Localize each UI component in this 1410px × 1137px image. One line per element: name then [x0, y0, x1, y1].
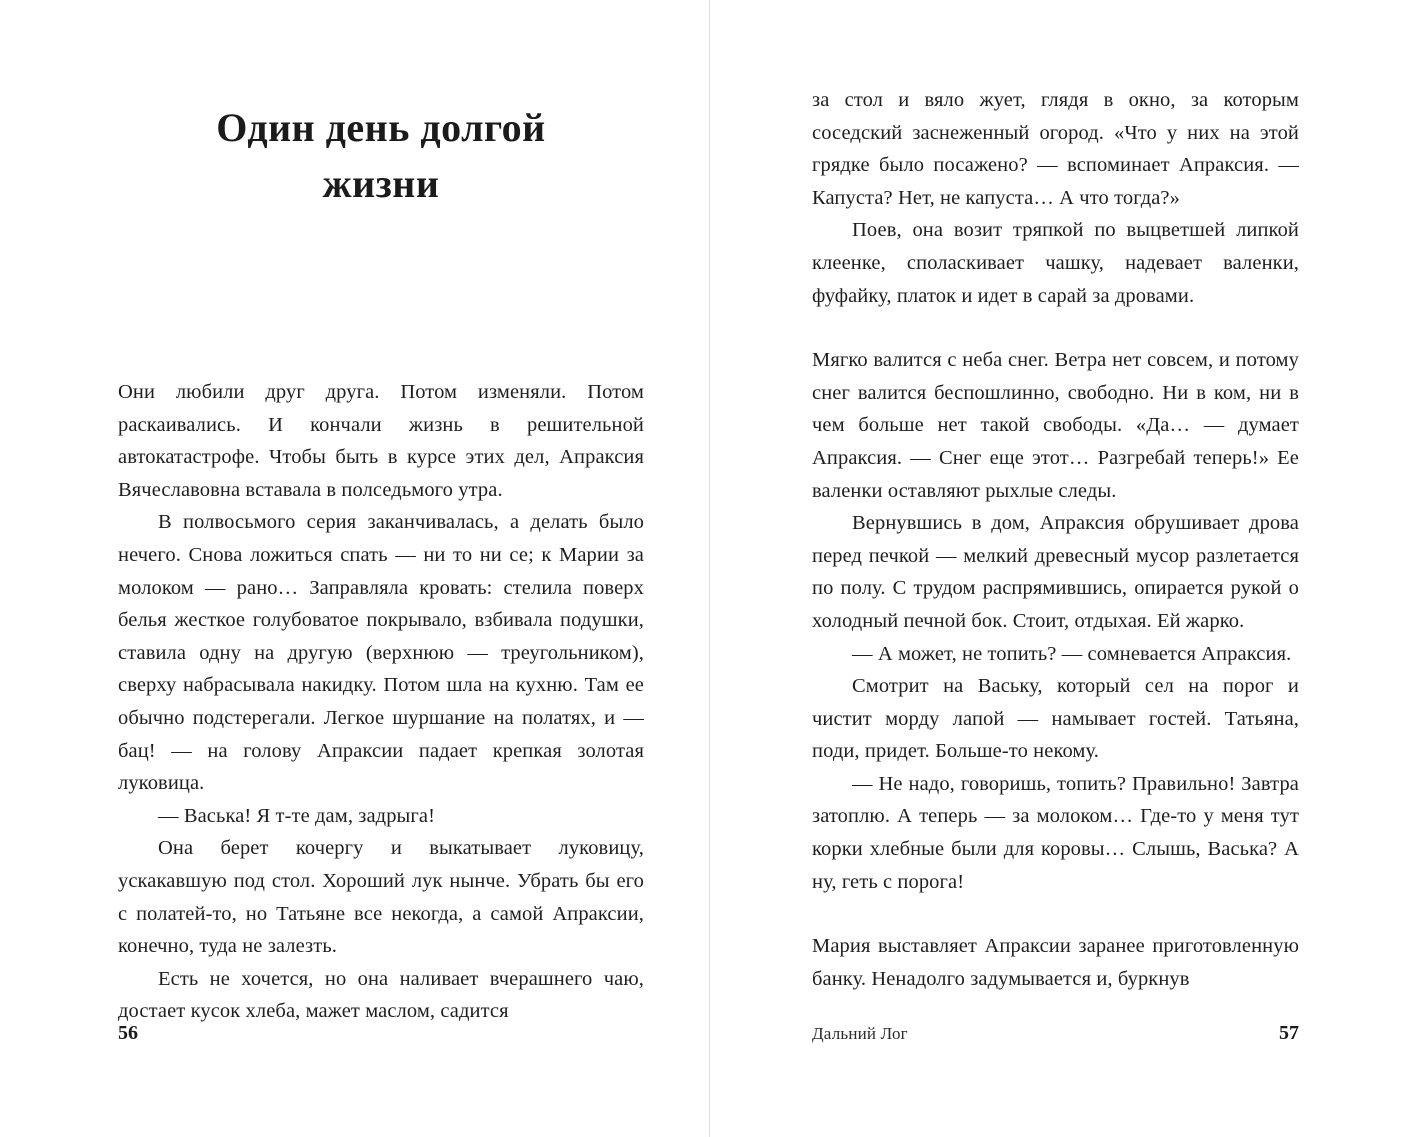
paragraph: за стол и вяло жует, глядя в окно, за которым соседский заснеженный огород. «Что у них на этой грядке было посажено? — вспоминает Апраксия. — Капуста? Нет, не капуста… А что тогда?»	[812, 89, 1299, 209]
page-number-left: 56	[118, 1022, 138, 1044]
right-page-body	[812, 84, 1299, 995]
paragraph: Они любили друг друга. Потом изменяли. Потом раскаивались. И кончали жизнь в решительной автокатастрофе. Чтобы быть в курсе этих дел, Апраксия Вячеславовна вставала в полседьмого утра.	[118, 381, 644, 501]
left-page-footer	[118, 1022, 644, 1045]
left-page-body	[118, 376, 644, 1028]
right-page-footer	[812, 1022, 1299, 1045]
paragraph: Есть не хочется, но она наливает вчерашнего чаю, достает кусок хлеба, мажет маслом, садится	[118, 967, 644, 1023]
paragraph: — Не надо, говоришь, топить? Правильно! Завтра затоплю. А теперь — за молоком… Где-то у меня тут корки хлебные были для коровы… Слышь, Васька? А ну, геть с порога!	[812, 772, 1299, 893]
chapter-title-line-1: Один день долгой	[216, 105, 546, 150]
chapter-title-line-2: жизни	[322, 161, 440, 206]
paragraph: В полвосьмого серия заканчивалась, а делать было нечего. Снова ложиться спать — ни то ни се; к Марии за молоком — рано… Заправляла кровать: стелила поверх белья жесткое голубоватое покрывало, взбивала подушки, ставила одну на другую (верхнюю — треугольником), сверху набрасывала накидку. Потом шла на кухню. Там ее обычно подстерегали. Легкое шуршание на полатях, и — бац! — на голову Апраксии падает крепкая золотая луковица.	[118, 511, 644, 795]
left-page	[118, 0, 644, 1137]
page-number-right: 57	[1279, 1022, 1299, 1044]
paragraph: Вернувшись в дом, Апраксия обрушивает дрова перед печкой — мелкий древесный мусор разлетается по полу. С трудом распрямившись, опирается рукой о холодный печной бок. Стоит, отдыхая. Ей жарко.	[812, 512, 1299, 632]
paragraph: Смотрит на Ваську, который сел на порог и чистит морду лапой — намывает гостей. Татьяна, поди, придет. Больше-то некому.	[812, 675, 1299, 763]
paragraph: — Васька! Я т-те дам, задрыга!	[158, 804, 436, 827]
paragraph: — А может, не топить? — сомневается Апраксия.	[852, 642, 1292, 665]
paragraph: Мария выставляет Апраксии заранее приготовленную банку. Ненадолго задумывается и, буркнув	[812, 935, 1299, 990]
right-page	[812, 0, 1299, 1137]
paragraph: Поев, она возит тряпкой по выцветшей липкой клеенке, споласкивает чашку, надевает валенки, фуфайку, платок и идет в сарай за дровами.	[812, 219, 1299, 307]
paragraph: Она берет кочергу и выкатывает луковицу, ускакавшую под стол. Хороший лук нынче. Убрать бы его с полатей-то, но Татьяне все некогда, а самой Апраксии, конечно, туда не залезть.	[118, 837, 644, 958]
paragraph: Мягко валится с неба снег. Ветра нет совсем, и потому снег валится беспошлинно, свободно. Ни в ком, ни в чем больше нет такой свободы. «Да… — думает Апраксия. — Снег еще этот… Разгребай теперь!» Ее валенки оставляют рыхлые следы.	[812, 349, 1299, 502]
chapter-title	[118, 100, 644, 212]
running-title: Дальний Лог	[812, 1024, 908, 1043]
page-divider	[709, 0, 710, 1137]
